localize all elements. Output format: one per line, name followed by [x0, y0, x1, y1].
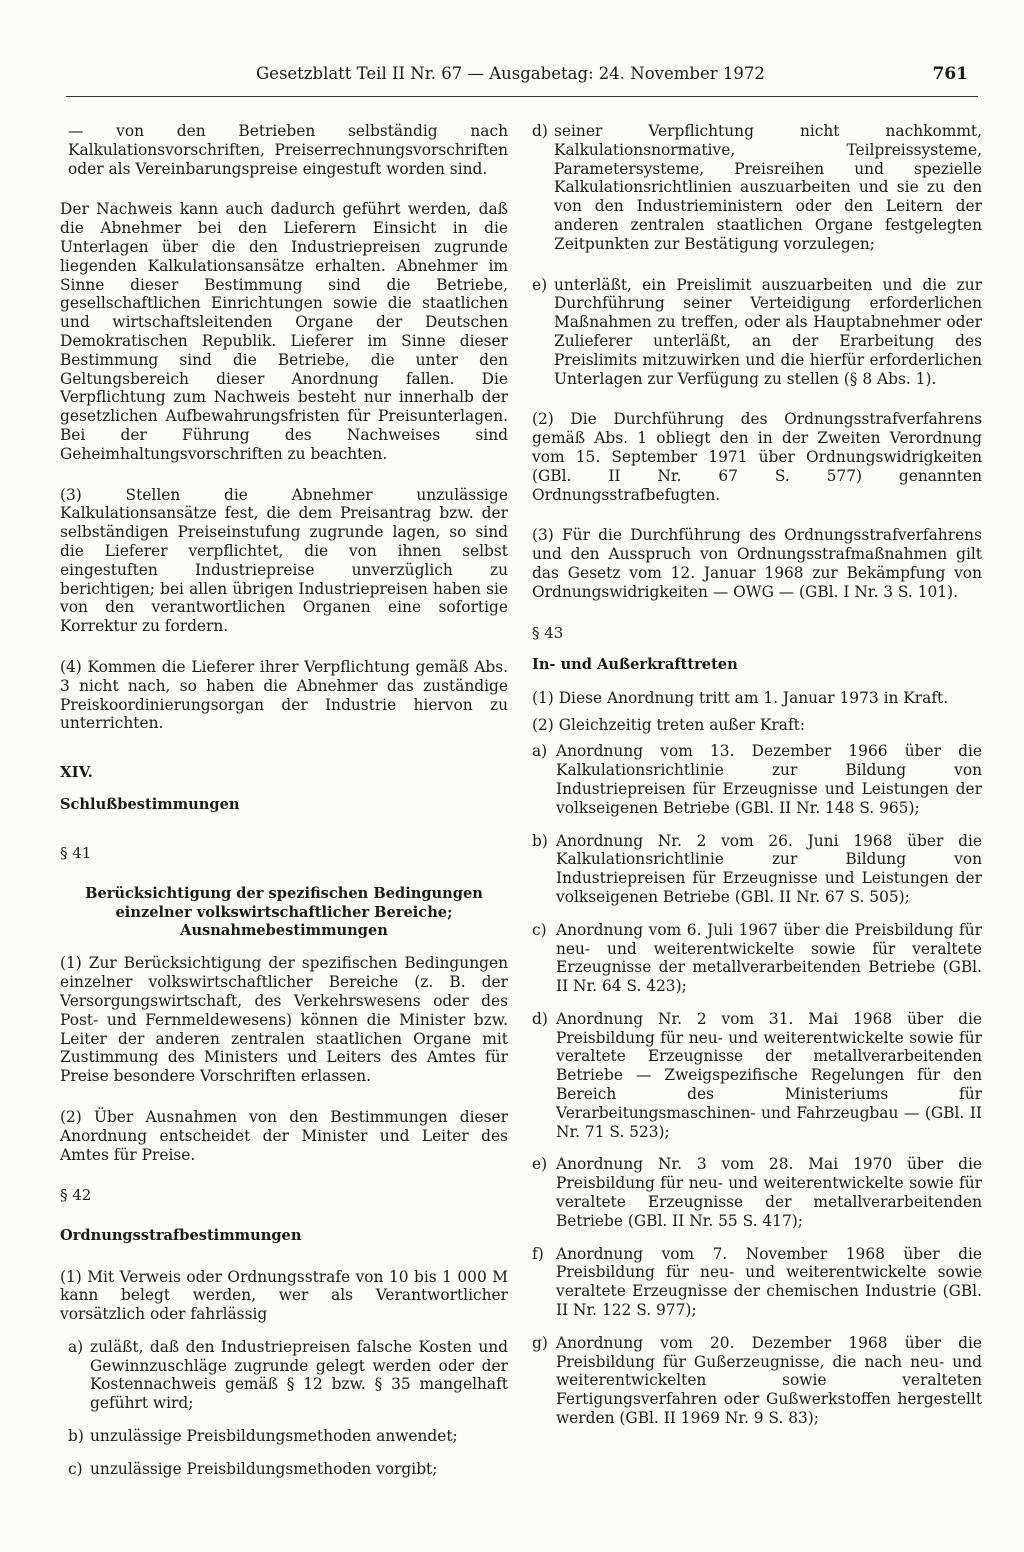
list-item: [532, 122, 982, 254]
repeal-item: [532, 1334, 982, 1428]
header-rule: [66, 96, 978, 97]
section-42-paragraph-3: (3) Für die Durchführung des Ordnungsstrafverfahrens und den Ausspruch von Ordnungsstrafmaßnahmen gilt das Gesetz vom 12. Januar 1968 zur Bekämpfung von Ordnungswidrigkeiten — OWG — (GBl. I Nr. 3 S. 101).: [532, 526, 982, 601]
gazette-title: Gesetzblatt Teil II Nr. 67 — Ausgabetag: 24. November 1972: [256, 64, 765, 83]
repeal-label: f): [532, 1244, 544, 1263]
repeal-item: [532, 1155, 982, 1230]
repeal-text: Anordnung vom 6. Juli 1967 über die Preisbildung für neu- und weiterentwickelte sowie für veraltete Erzeugnisse der metallverarbeitenden Betriebe (GBl. II Nr. 64 S. 423);: [556, 920, 982, 996]
left-column: [60, 122, 508, 1479]
repeal-label: g): [532, 1333, 548, 1352]
section-42-paragraph-1: (1) Mit Verweis oder Ordnungsstrafe von 10 bis 1 000 M kann belegt werden, wer als Verantwortlicher vorsätzlich oder fahrlässig: [60, 1267, 508, 1324]
paragraph: Der Nachweis kann auch dadurch geführt werden, daß die Abnehmer bei den Lieferern Einsicht in die Unterlagen über die den Industriepreisen zugrunde liegenden Kalkulationsansätze erhalten. Abnehmer im Sinne dieser Bestimmung sind die Betriebe, gesellschaftlichen Einrichtungen sowie die staatlichen und wirtschaftsleitenden Organe der Deutschen Demokratischen Republik. Lieferer im Sinne dieser Bestimmung sind die Betriebe, die unter den Geltungsbereich dieser Anordnung fallen. Die Verpflichtung zum Nachweis besteht nur innerhalb der gesetzlichen Aufbewahrungsfristen für Preisunterlagen. Bei der Führung des Nachweises sind Geheimhaltungsvorschriften zu beachten.: [60, 200, 508, 463]
repeal-label: d): [532, 1009, 548, 1028]
repeal-text: Anordnung vom 7. November 1968 über die Preisbildung für neu- und weiterentwickelte sowie veraltete Erzeugnisse der chemischen Industrie (GBl. II Nr. 122 S. 977);: [556, 1244, 982, 1320]
section-41-title-line: einzelner volkswirtschaftlicher Bereiche;: [115, 903, 453, 921]
repeal-label: c): [532, 920, 547, 939]
list-item: [60, 1460, 508, 1479]
repeal-label: b): [532, 831, 548, 850]
repeal-item: [532, 1245, 982, 1320]
repeal-item: [532, 921, 982, 996]
list-item-label: d): [532, 122, 548, 140]
part-number: XIV.: [60, 763, 93, 782]
list-item-label: b): [68, 1427, 84, 1446]
section-43-paragraph-1: (1) Diese Anordnung tritt am 1. Januar 1973 in Kraft.: [532, 688, 949, 707]
list-item-text: unzulässige Preisbildungsmethoden anwendet;: [90, 1427, 458, 1446]
section-42-number: § 42: [60, 1186, 92, 1205]
section-41-paragraph-2: (2) Über Ausnahmen von den Bestimmungen dieser Anordnung entscheidet der Minister und Leiter des Amtes für Preise.: [60, 1107, 508, 1164]
repeal-text: Anordnung vom 20. Dezember 1968 über die Preisbildung für Gußerzeugnisse, die nach neu- und weiterentwickelten sowie veralteten Fertigungsverfahren oder Gußwerkstoffen hergestellt werden (GBl. II 1969 Nr. 9 S. 83);: [556, 1333, 982, 1428]
list-item-label: e): [532, 275, 548, 294]
section-41-title-line: Ausnahmebestimmungen: [180, 921, 388, 939]
section-41-number: § 41: [60, 844, 92, 863]
list-item-label: a): [68, 1337, 84, 1356]
list-item: [60, 1338, 508, 1413]
part-title: Schlußbestimmungen: [60, 795, 240, 813]
repeal-text: Anordnung vom 13. Dezember 1966 über die Kalkulationsrichtlinie zur Bildung von Industriepreisen für Erzeugnisse und Leistungen der volkseigenen Betriebe (GBl. II Nr. 148 S. 965);: [556, 742, 982, 817]
page-number: 761: [932, 64, 968, 84]
right-column: [532, 122, 982, 1428]
dash-item: — von den Betrieben selbständig nach Kalkulationsvorschriften, Preiserrechnungsvorschriften oder als Vereinbarungspreise eingestuft worden sind.: [68, 122, 508, 178]
section-43-number: § 43: [532, 623, 564, 642]
repeal-text: Anordnung Nr. 2 vom 31. Mai 1968 über die Preisbildung für neu- und weiterentwickelte sowie für veraltete Erzeugnisse der metallverarbeitenden Betriebe — Zweigspezifische Regelungen für den Bereich des Ministeriums für Verarbeitungsmaschinen- und Fahrzeugbau — (GBl. II Nr. 71 S. 523);: [556, 1009, 982, 1141]
section-41-title-line: Berücksichtigung der spezifischen Bedingungen: [85, 885, 483, 903]
list-item: [60, 1427, 508, 1446]
repeal-item: [532, 742, 982, 817]
list-item-label: c): [68, 1459, 83, 1478]
repeal-text: Anordnung Nr. 3 vom 28. Mai 1970 über die Preisbildung für neu- und weiterentwickelte sowie für veraltete Erzeugnisse der metallverarbeitenden Betriebe (GBl. II Nr. 55 S. 417);: [556, 1155, 982, 1230]
section-43-title: In- und Außerkrafttreten: [532, 656, 738, 674]
repeal-label: a): [532, 742, 548, 761]
list-item-text: unterläßt, ein Preislimit auszuarbeiten und die zur Durchführung seiner Verteidigung erforderlichen Maßnahmen zu treffen, oder als Hauptabnehmer oder Zulieferer unterläßt, an der Erarbeitung des Preislimits mitzuwirken und die hierfür erforderlichen Unterlagen zur Verfügung zu stellen (§ 8 Abs. 1).: [554, 275, 982, 388]
repeal-text: Anordnung Nr. 2 vom 26. Juni 1968 über die Kalkulationsrichtlinie zur Bildung von Industriepreisen für Erzeugnisse und Leistungen der volkseigenen Betriebe (GBl. II Nr. 67 S. 505);: [556, 831, 982, 906]
section-41-paragraph-1: (1) Zur Berücksichtigung der spezifischen Bedingungen einzelner volkswirtschaftlicher Bereiche (z. B. der Versorgungswirtschaft, des Verkehrswesens oder des Post- und Fernmeldewesens) können die Minister bzw. Leiter der anderen zentralen staatlichen Organe mit Zustimmung des Ministers und Leiters des Amtes für Preise besondere Vorschriften erlassen.: [60, 954, 508, 1086]
section-43-paragraph-2: (2) Gleichzeitig treten außer Kraft:: [532, 715, 806, 734]
list-item-text: unzulässige Preisbildungsmethoden vorgibt;: [90, 1459, 438, 1478]
page-header: [66, 64, 978, 90]
repeal-item: [532, 1010, 982, 1142]
paragraph-4: (4) Kommen die Lieferer ihrer Verpflichtung gemäß Abs. 3 nicht nach, so haben die Abnehmer das zuständige Preiskoordinierungsorgan der Industrie hiervon zu unterrichten.: [60, 657, 508, 733]
list-item-text: seiner Verpflichtung nicht nachkommt, Kalkulationsnormative, Teilpreissysteme, Parametersysteme, Preisreihen und spezielle Kalkulationsrichtlinien auszuarbeiten und sie zu den von den Industrieministern oder den Leitern der anderen zentralen staatlichen Organe festgelegten Zeitpunkten zur Bestätigung vorzulegen;: [554, 122, 982, 253]
list-item-text: zuläßt, daß den Industriepreisen falsche Kosten und Gewinnzuschläge zugrunde gelegt werden oder der Kostennachweis gemäß § 12 bzw. § 35 mangelhaft geführt wird;: [90, 1337, 508, 1413]
repeal-label: e): [532, 1155, 548, 1174]
section-42-title: Ordnungsstrafbestimmungen: [60, 1227, 302, 1245]
list-item: [532, 276, 982, 389]
repeal-item: [532, 832, 982, 907]
paragraph-3: (3) Stellen die Abnehmer unzulässige Kalkulationsansätze fest, die dem Preisantrag bzw. der selbständigen Preiseinstufung zugrunde lagen, so sind die Lieferer verpflichtet, die von ihnen selbst eingestuften Industriepreise unverzüglich zu berichtigen; bei allen übrigen Industriepreisen haben sie von den verantwortlichen Organen eine sofortige Korrektur zu fordern.: [60, 485, 508, 636]
section-41-title: [60, 885, 508, 940]
section-42-paragraph-2: (2) Die Durchführung des Ordnungsstrafverfahrens gemäß Abs. 1 obliegt den in der Zweiten Verordnung vom 15. September 1971 über Ordnungswidrigkeiten (GBl. II Nr. 67 S. 577) genannten Ordnungsstrafbefugten.: [532, 410, 982, 504]
